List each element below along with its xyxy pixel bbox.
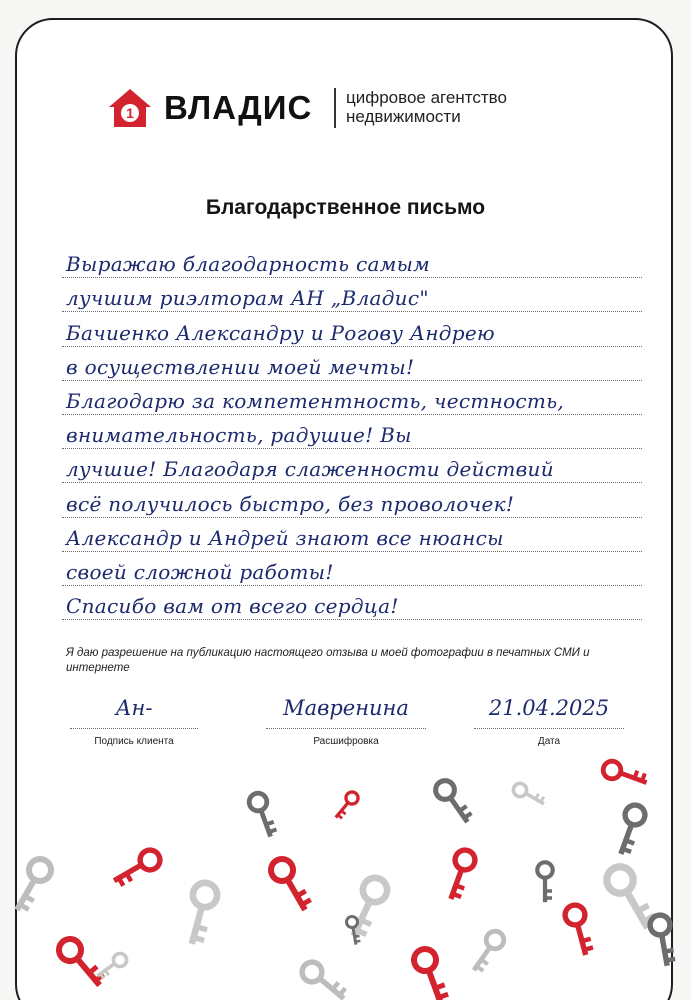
client-name: Мавренина bbox=[283, 696, 409, 720]
text-line: Бачиенко Александру и Рогову Андрею bbox=[62, 312, 642, 346]
brand-name: ВЛАДИС bbox=[164, 89, 313, 126]
text-line: Спасибо вам от всего сердца! bbox=[62, 586, 642, 620]
company-logo bbox=[108, 86, 588, 132]
text-line: Александр и Андрей знают все нюансы bbox=[62, 518, 642, 552]
letter-title: Благодарственное письмо bbox=[205, 196, 486, 219]
key-icon bbox=[180, 880, 220, 947]
date-field bbox=[474, 696, 624, 752]
house-logo-icon bbox=[108, 88, 152, 128]
key-icon bbox=[109, 846, 163, 889]
text-line: Выражаю благодарность самым bbox=[62, 244, 642, 278]
text-line: внимательность, радушие! Вы bbox=[62, 415, 642, 449]
text-line: в осуществлении моей мечты! bbox=[62, 347, 642, 381]
client-signature: Ан- bbox=[115, 696, 153, 720]
name-rule bbox=[266, 728, 426, 729]
handwritten-text-area bbox=[62, 244, 642, 620]
tagline-line-1: цифровое агентство bbox=[346, 88, 507, 107]
key-icon bbox=[94, 951, 130, 981]
client-signature-field bbox=[70, 696, 198, 752]
key-icon bbox=[343, 874, 391, 941]
key-icon bbox=[247, 791, 279, 840]
key-icon bbox=[511, 781, 547, 810]
decorative-keys-pattern bbox=[0, 750, 691, 1000]
key-icon bbox=[612, 802, 648, 857]
key-icon bbox=[442, 847, 478, 902]
name-decoding-field bbox=[266, 696, 426, 752]
svg-text:1: 1 bbox=[126, 105, 134, 121]
name-caption: Расшифровка bbox=[313, 736, 379, 747]
key-icon bbox=[267, 855, 315, 915]
key-icon bbox=[55, 935, 108, 993]
date-caption: Дата bbox=[537, 736, 561, 747]
key-icon bbox=[298, 958, 350, 1000]
key-icon bbox=[411, 946, 451, 1000]
signature-rule bbox=[70, 728, 198, 729]
date-rule bbox=[474, 728, 624, 729]
text-line: лучшие! Благодаря слаженности действий bbox=[62, 449, 642, 483]
signed-date: 21.04.2025 bbox=[488, 696, 610, 720]
key-icon bbox=[601, 759, 650, 791]
key-icon bbox=[331, 789, 360, 821]
key-icon bbox=[563, 903, 595, 958]
text-line: своей сложной работы! bbox=[62, 552, 642, 586]
text-line: Благодарю за компетентность, честность, bbox=[62, 381, 642, 415]
text-line: всё получилось быстро, без проволочек! bbox=[62, 483, 642, 517]
key-icon bbox=[7, 855, 55, 915]
publication-consent: Я даю разрешение на публикацию настоящего отзыва и моей фотографии в печатных СМИ и интернете bbox=[66, 647, 590, 674]
key-icon bbox=[467, 928, 508, 975]
brand-tagline bbox=[346, 88, 507, 126]
key-icon bbox=[537, 862, 552, 902]
key-icon bbox=[649, 914, 677, 968]
tagline-line-2: недвижимости bbox=[346, 107, 461, 126]
key-icon bbox=[432, 777, 475, 827]
signature-caption: Подпись клиента bbox=[94, 736, 174, 747]
text-line: лучшим риэлторам АН „Владис" bbox=[62, 278, 642, 312]
logo-divider bbox=[334, 88, 336, 128]
